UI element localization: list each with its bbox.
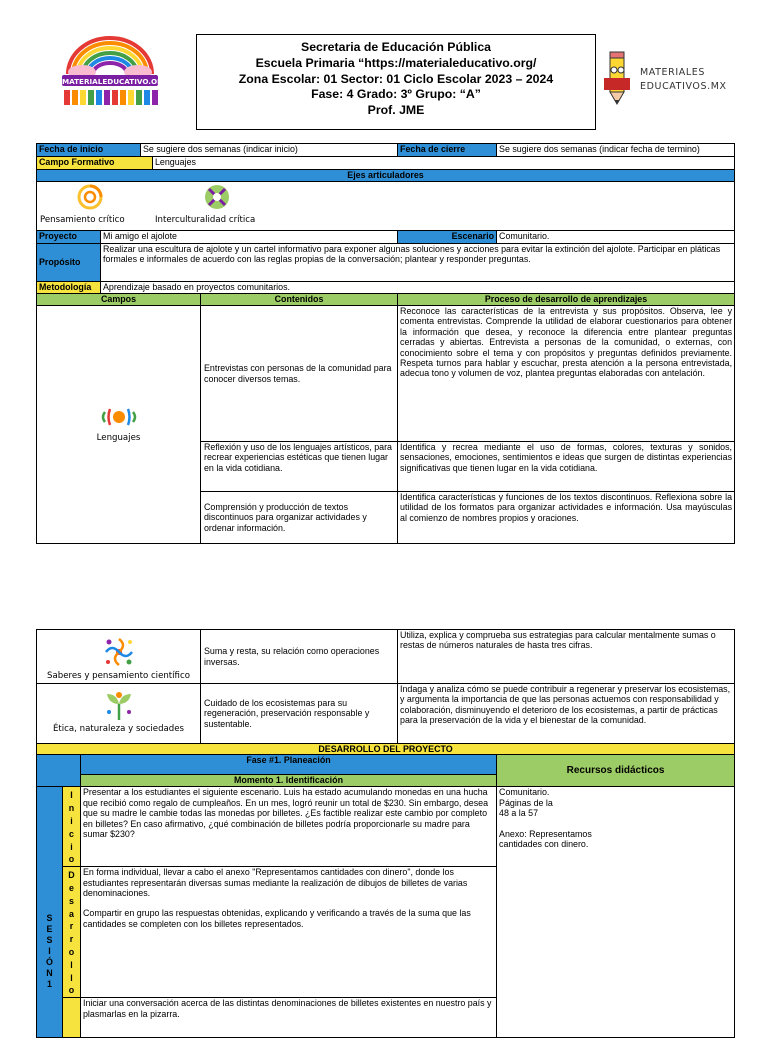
header-line-1: Secretaria de Educación Pública (301, 40, 491, 54)
desarrollo-letters-5: r (69, 934, 74, 945)
sesion-letters-4: Ó (46, 957, 53, 968)
inicio-letters-4: i (70, 841, 73, 852)
header-line-4: Fase: 4 Grado: 3º Grupo: “A” (311, 87, 481, 102)
inicio-label (63, 787, 81, 867)
sesion-letters-6: 1 (47, 979, 52, 990)
eje-interculturalidad-critica: Interculturalidad crítica (155, 215, 256, 225)
recursos-cell (497, 787, 735, 1038)
campo-etica-cell (37, 684, 201, 744)
ejes-cell (37, 182, 735, 231)
inicio-letters-3: c (69, 828, 74, 839)
desarrollo-letters-2: s (69, 895, 74, 906)
campo-saberes-cell (37, 630, 201, 684)
proceso-textos-discontinuos: Identifica características y funciones de los textos discontinuos. Reflexiona sobre la utilidad de los formatos para organizar actividades e información. Usa mayúsculas al comienzo de nombres propios y oraciones. (398, 492, 735, 544)
sesion-1-label (37, 787, 63, 1038)
materialeducativo-logo (52, 34, 168, 108)
campo-formativo-label: Campo Formativo (37, 157, 153, 170)
desarrollo-letters-8: l (70, 972, 73, 983)
saberes-icon (101, 635, 137, 669)
lenguajes-icon (100, 406, 138, 428)
desarrollo-letters-4: r (69, 921, 74, 932)
proyecto-value: Mi amigo el ajolote (101, 231, 398, 244)
sesion-letters-2: S (46, 935, 53, 946)
desarrollo-letters-0: D (68, 870, 75, 881)
logo-right-line-2: EDUCATIVOS.MX (640, 81, 727, 92)
col-campos-header: Campos (37, 294, 201, 306)
contenido-textos-discontinuos: Comprensión y producción de textos discontinuos para organizar actividades y ordenar información. (201, 492, 398, 544)
contenido-entrevistas: Entrevistas con personas de la comunidad para conocer diversos temas. (201, 306, 398, 442)
inicio-text: Presentar a los estudiantes el siguiente escenario. Luis ha estado acumulando monedas en una hucha que recibió como regalo de cumpleaños. En un mes, logró reunir un total de $230. Sin embargo, desea que su madre le cambie todas las monedas por billetes. ¿Es factible realizar este cambio por completo en billetes? En caso afirmativo, ¿qué combinación de billetes podría proporcionarle su madre para sumar $230? (81, 787, 497, 867)
fecha-cierre-label: Fecha de cierre (398, 144, 497, 157)
header-line-2: Escuela Primaria “https://materialeducativo.org/ (255, 55, 537, 70)
proposito-value: Realizar una escultura de ajolote y un cartel informativo para exponer algunas soluciones y acciones para evitar la extinción del ajolote. Participar en pláticas formales e informales de acuerdo con las reglas propias de la conversación; plantear y responder preguntas. (101, 244, 735, 282)
proceso-entrevistas: Reconoce las características de la entrevista y sus propósitos. Observa, lee y comenta entrevistas. Comprende la utilidad de elaborar cuestionarios para obtener la información que desea, y reconoce la diferencia entre plantear preguntas cerradas y abiertas. Entrevista a personas de la comunidad, o externas, con conocimiento sobre el tema y con propósitos y preguntas definidos previamente. Respeta turnos para hablar y escuchar, presta atención a la persona entrevistada, adecua tono y volumen de voz, plantea preguntas elaboradas con antelación. (398, 306, 735, 442)
recursos-line-1: Comunitario. (499, 787, 550, 798)
contenido-suma-resta: Suma y resta, su relación como operaciones inversas. (201, 630, 398, 684)
proceso-lenguajes-artisticos: Identifica y recrea mediante el uso de formas, colores, texturas y sonidos, sensaciones, emociones, sentimientos e ideas que surgen de distintas experiencias significativas que tienen lugar en la vida cotidiana. (398, 442, 735, 492)
recursos-line-3: 48 a la 57 (499, 808, 539, 819)
desarrollo-letters-6: o (68, 946, 75, 957)
escenario-label: Escenario (398, 231, 497, 244)
col-proceso-header: Proceso de desarrollo de aprendizajes (398, 294, 735, 306)
interculturalidad-critica-icon (203, 183, 231, 211)
fase-left-spacer (37, 755, 81, 787)
logo-left-text: MATERIALEDUCATIVO.ORG (62, 77, 169, 86)
inicio-letters-5: o (68, 854, 75, 865)
sesion-letters-0: S (46, 913, 53, 924)
planning-table-1 (36, 143, 735, 544)
desarrollo-text (81, 867, 497, 998)
col-contenidos-header: Contenidos (201, 294, 398, 306)
pencil-mascot-icon (600, 48, 634, 108)
campo-etica-label: Ética, naturaleza y sociedades (52, 724, 185, 734)
header-line-3: Zona Escolar: 01 Sector: 01 Ciclo Escolar 2023 – 2024 (238, 71, 554, 86)
campo-formativo-value: Lenguajes (153, 157, 735, 170)
sesion-letters (37, 787, 62, 990)
fecha-inicio-label: Fecha de inicio (37, 144, 141, 157)
desarrollo-letters-9: o (68, 985, 75, 996)
planning-table-2 (36, 629, 735, 1038)
logo-right-line-1: MATERIALES (640, 67, 705, 78)
escenario-value: Comunitario. (497, 231, 735, 244)
metodologia-value: Aprendizaje basado en proyectos comunitarios. (101, 282, 735, 294)
materiales-educativos-logo (600, 48, 730, 110)
desarrollo-label (63, 867, 81, 998)
campo-lenguajes-label: Lenguajes (96, 432, 141, 443)
proceso-suma-resta: Utiliza, explica y comprueba sus estrategias para calcular mentalmente sumas o restas de números naturales de hasta tres cifras. (398, 630, 735, 684)
desarrollo-letters-1: e (69, 882, 74, 893)
desarrollo-text-1: En forma individual, llevar a cabo el anexo "Representamos cantidades con dinero", donde los estudiantes representarán diversas sumas mediante la realización de dibujos de billetes de varias denominaciones. (83, 867, 468, 898)
inicio-letters-0: I (70, 790, 73, 801)
recursos-line-2: Páginas de la (499, 797, 553, 808)
desarrollo-text-2: Compartir en grupo las respuestas obtenidas, explicando y verificando a través de la suma que las cantidades se completen con los billetes representados. (83, 908, 471, 929)
inicio-letters-1: n (68, 803, 75, 814)
header-line-5: Prof. JME (367, 103, 425, 118)
proyecto-label: Proyecto (37, 231, 101, 244)
school-header (196, 34, 596, 130)
fecha-inicio-value: Se sugiere dos semanas (indicar inicio) (141, 144, 398, 157)
fecha-cierre-value: Se sugiere dos semanas (indicar fecha de termino) (497, 144, 735, 157)
inicio-letters-2: i (70, 816, 73, 826)
recursos-line-4: Anexo: Representamos cantidades con dinero. (499, 828, 592, 850)
fase-title: Fase #1. Planeación (81, 755, 497, 775)
ejes-title: Ejes articuladores (37, 170, 735, 182)
campo-saberes-label: Saberes y pensamiento científico (47, 671, 190, 681)
eje-pensamiento-critico: Pensamiento crítico (40, 215, 125, 225)
etica-icon (101, 688, 137, 722)
metodologia-label: Metodología (37, 282, 101, 294)
sesion-letters-3: I (48, 946, 51, 957)
campo-lenguajes-cell (37, 306, 201, 544)
cierre-text: Iniciar una conversación acerca de las distintas denominaciones de billetes existentes en nuestro país y plasmarlas en la pizarra. (81, 998, 497, 1038)
desarrollo-letters-7: l (70, 959, 73, 970)
momento-title: Momento 1. Identificación (81, 775, 497, 787)
proceso-ecosistemas: Indaga y analiza cómo se puede contribuir a regenerar y preservar los ecosistemas, y argumenta la importancia de que las personas actuemos con responsabilidad y colaboración, disminuyendo el deterioro de los ecosistemas, a partir de prácticas para la preservación de la vida y el bienestar de la comunidad. (398, 684, 735, 744)
desarrollo-letters-3: a (69, 908, 74, 919)
contenido-lenguajes-artisticos: Reflexión y uso de los lenguajes artísticos, para recrear experiencias estéticas que tienen lugar en la vida cotidiana. (201, 442, 398, 492)
proposito-label: Propósito (37, 244, 101, 282)
desarrollo-proyecto-title: DESARROLLO DEL PROYECTO (37, 744, 735, 755)
recursos-title: Recursos didácticos (497, 755, 735, 787)
sesion-letters-5: N (46, 968, 53, 979)
pensamiento-critico-icon (77, 184, 103, 210)
sesion-letters-1: E (46, 924, 53, 935)
contenido-ecosistemas: Cuidado de los ecosistemas para su regeneración, preservación responsable y sustentable. (201, 684, 398, 744)
cierre-label (63, 998, 81, 1038)
